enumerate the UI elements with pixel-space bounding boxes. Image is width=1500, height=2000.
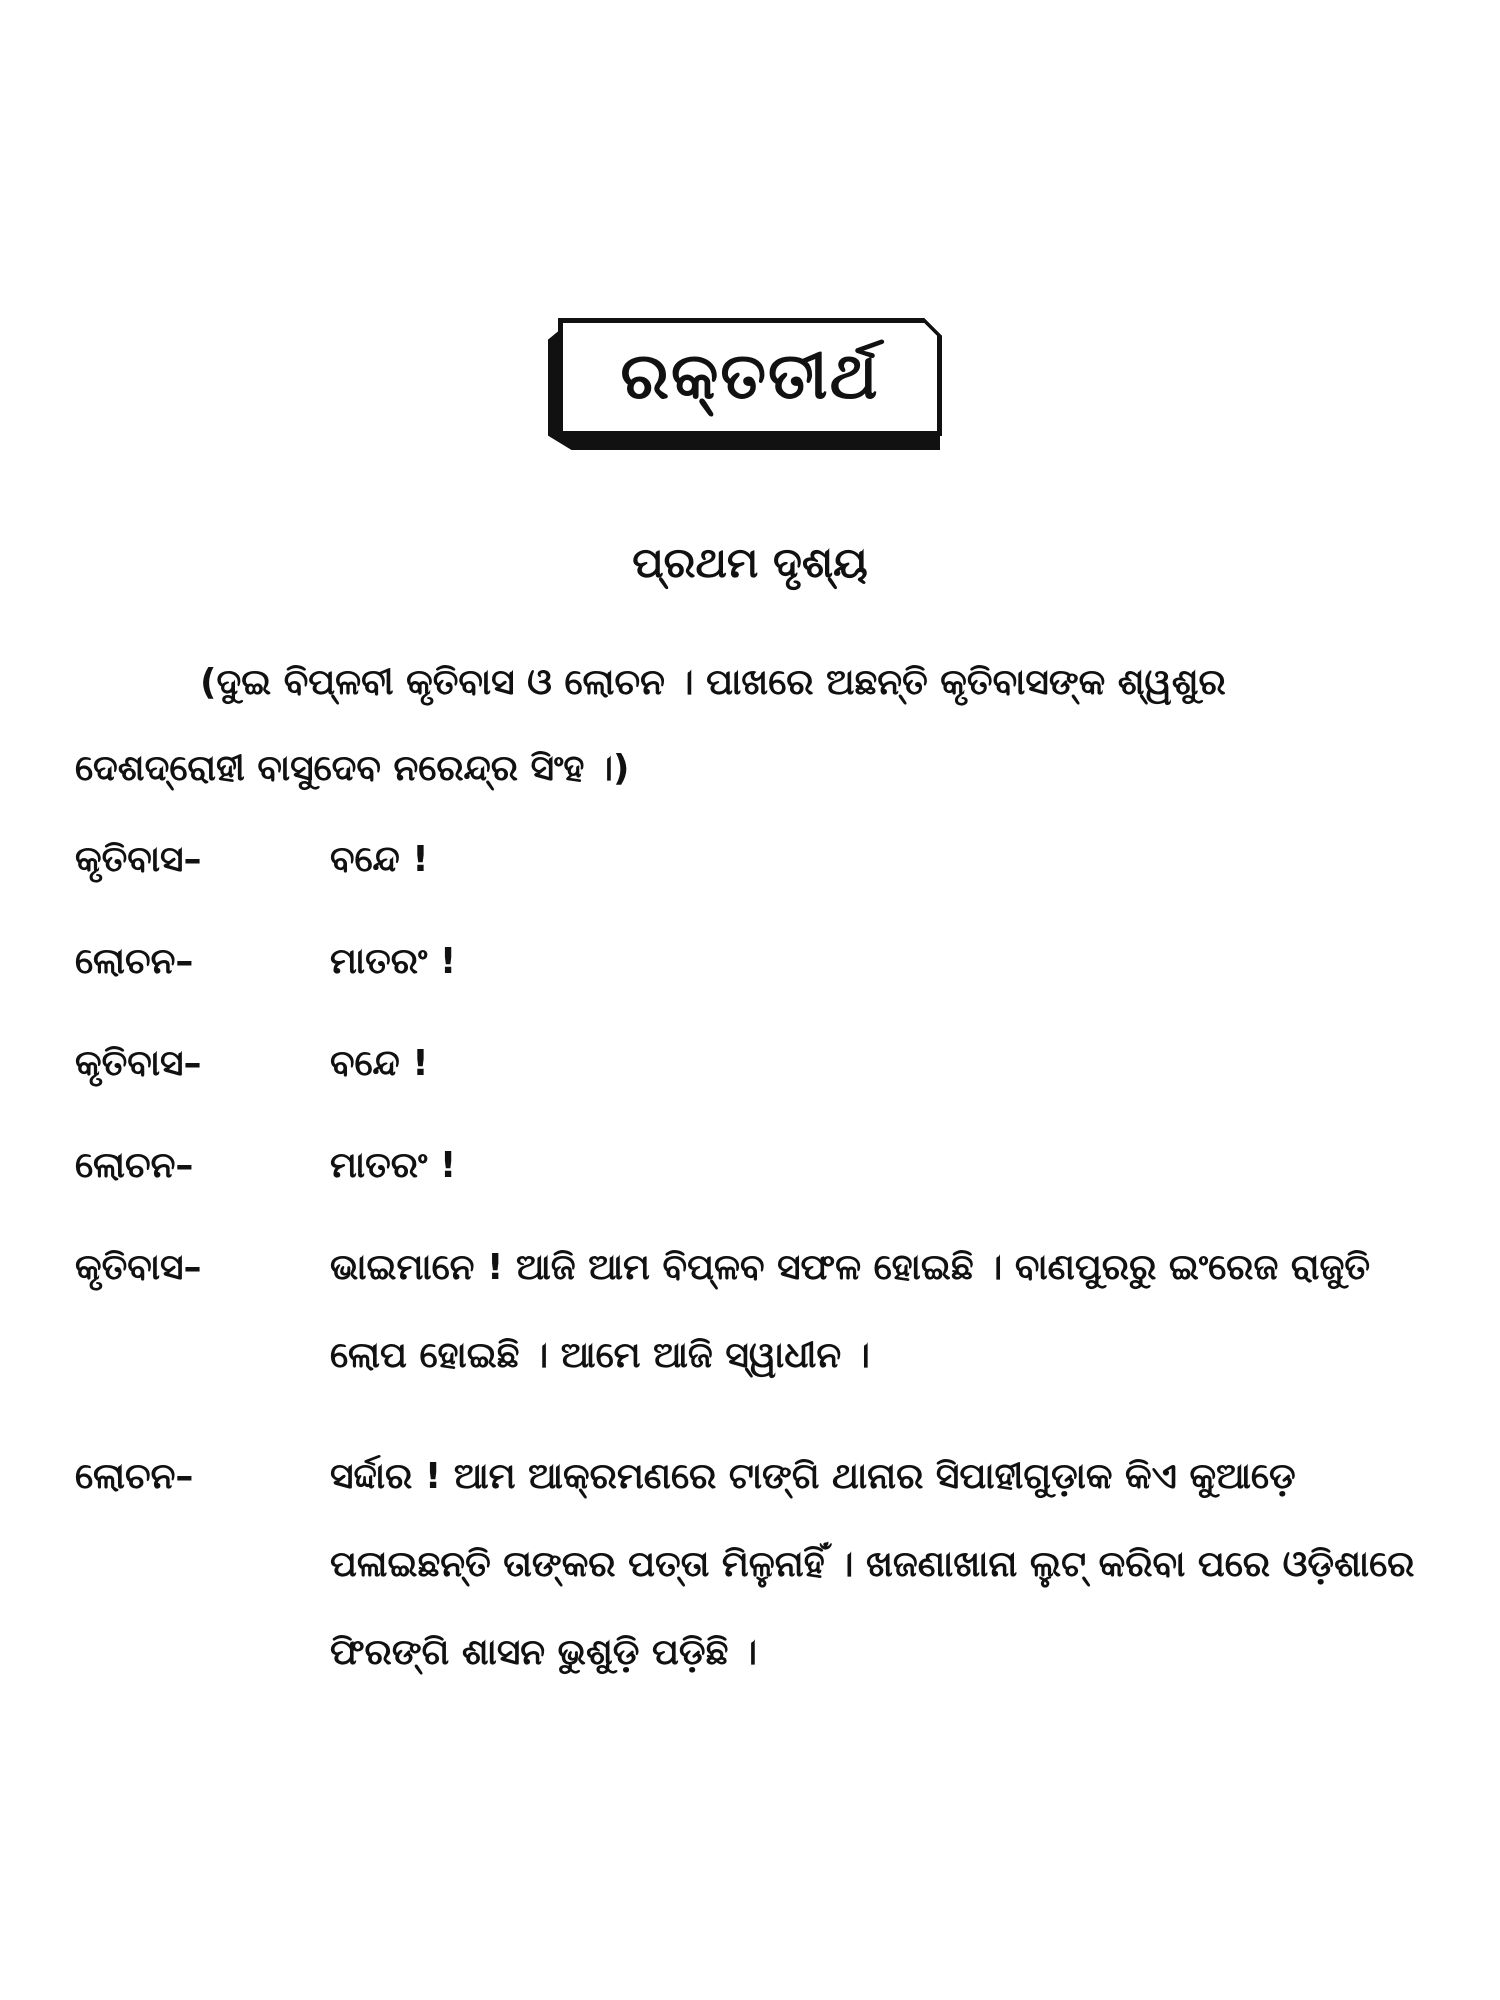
speech-text: ସର୍ଦ୍ଦାର ! ଆମ ଆକ୍ରମଣରେ ଟାଙ୍ଗି ଥାନାର ସିପାହୀଗୁଡ଼ାକ କିଏ କୁଆଡ଼େ ପଳାଇଛନ୍ତି ତାଙ୍କର ପତ୍ତା ମିଳୁନାହିଁ । ଖଜଣାଖାନା ଲୁଟ୍ କରିବା ପରେ ଓଡ଼ିଶାରେ ଫିରଙ୍ଗି ଶାସନ ଭୁଶୁଡ଼ି ପଡ଼ିଛି ।: [330, 1456, 1415, 1673]
speaker-name: ଲୋଚନ–: [75, 941, 194, 982]
stage-direction: [75, 640, 1435, 812]
dialogue-row: [75, 1452, 1435, 1697]
dialogue-row: [75, 1243, 1435, 1400]
dialogue-list: [75, 835, 1435, 1749]
stage-direction-line-2: ଦେଶଦ୍ରୋହୀ ବାସୁଦେବ ନରେନ୍ଦ୍ର ସିଂହ ।): [75, 748, 630, 789]
speaker-name: କୃତିବାସ–: [75, 1043, 202, 1084]
dialogue-row: [75, 1141, 1435, 1191]
play-title: ରକ୍ତତୀର୍ଥ: [620, 340, 880, 414]
stage-direction-line-1: (ଦୁଇ ବିପ୍ଳବୀ କୃତିବାସ ଓ ଲୋଚନ । ପାଖରେ ଅଛନ୍ତି କୃତିବାସଙ୍କ ଶ୍ୱଶୁର: [200, 662, 1226, 703]
speech-text: ମାତରଂ !: [330, 941, 457, 982]
dialogue-row: [75, 1039, 1435, 1089]
speech-text: ବନ୍ଦେ !: [330, 839, 429, 880]
speech-text: ଭାଇମାନେ ! ଆଜି ଆମ ବିପ୍ଳବ ସଫଳ ହୋଇଛି । ବାଣପୁରରୁ ଇଂରେଜ ରାଜୁତି ଲୋପ ହୋଇଛି । ଆମେ ଆଜି ସ୍ୱାଧୀନ ।: [330, 1247, 1371, 1376]
title-frame: [558, 318, 942, 436]
dialogue-row: [75, 835, 1435, 885]
speaker-name: କୃତିବାସ–: [75, 839, 202, 880]
scene-heading: ପ୍ରଥମ ଦୃଶ୍ୟ: [632, 538, 868, 587]
dialogue-row: [75, 937, 1435, 987]
speech-text: ମାତରଂ !: [330, 1145, 457, 1186]
speaker-name: ଲୋଚନ–: [75, 1456, 194, 1497]
speech-text: ବନ୍ଦେ !: [330, 1043, 429, 1084]
title-box: [548, 318, 954, 454]
speaker-name: ଲୋଚନ–: [75, 1145, 194, 1186]
speaker-name: କୃତିବାସ–: [75, 1247, 202, 1288]
